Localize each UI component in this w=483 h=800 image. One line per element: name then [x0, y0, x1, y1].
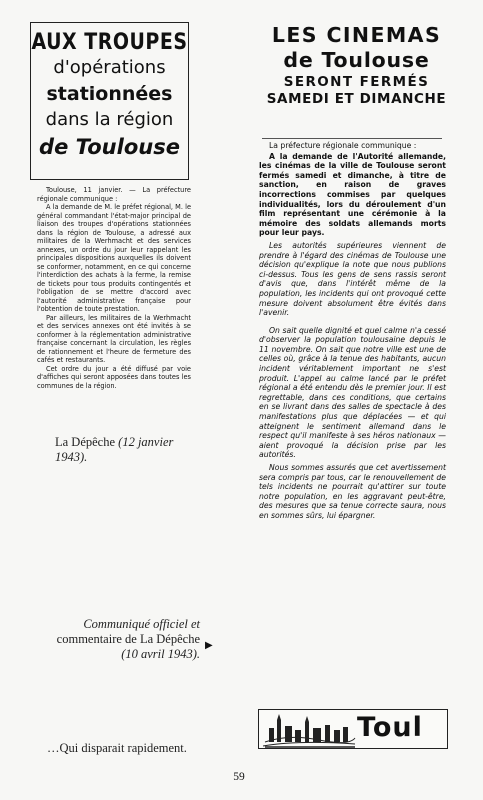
left-headline-line1: AUX TROUPES	[31, 29, 188, 55]
divider	[262, 138, 442, 139]
left-headline-box	[30, 22, 189, 180]
arrow-right-icon: ▶	[205, 640, 213, 651]
caption-communique-line2: commentaire de La Dépêche	[56, 632, 200, 646]
caption-depeche	[55, 435, 205, 465]
caption-bottom: …Qui disparait rapidement.	[47, 741, 187, 755]
right-headline-line1: LES CINEMAS	[271, 23, 442, 47]
right-article-intro: La préfecture régionale communique :	[269, 141, 417, 150]
caption-depeche-date: (12 janvier 1943).	[55, 435, 174, 464]
caption-depeche-source: La Dépêche	[55, 435, 119, 449]
left-headline-line3: stationnées	[46, 83, 173, 105]
right-headline-line2: de Toulouse	[283, 48, 430, 72]
caption-communique	[20, 617, 200, 662]
left-headline-line2: d'opérations	[53, 57, 166, 78]
right-headline-line4: SAMEDI ET DIMANCHE	[266, 91, 447, 107]
caption-communique-line3: (10 avril 1943).	[121, 647, 200, 661]
toulouse-logo-banner	[258, 709, 448, 749]
left-headline-line4: dans la région	[45, 109, 174, 130]
logo-wordmark: Toul	[357, 712, 423, 743]
left-article	[37, 186, 191, 390]
left-article-paragraph: Par ailleurs, les militaires de la Werhmacht et des services annexes ont été invités à se conformer à la réglementation administrative française concernant la circulation, les règles de rationnement et l'heure de fermeture des cafés et restaurants.	[37, 313, 191, 364]
left-article-paragraph: Cet ordre du jour a été diffusé par voie d'affiches qui seront apposées dans toutes les communes de la région.	[37, 364, 191, 390]
right-article-paragraph: Nous sommes assurés que cet avertissement sera compris par tous, car le renouvellement de tels incidents ne pourrait qu'attirer sur toute notre population, en les aggravant peut-être, des mesures que sa tenue correcte saura, nous en sommes sûrs, lui épargner.	[259, 463, 446, 520]
right-headline-line3: SERONT FERMÉS	[283, 74, 430, 90]
right-article	[259, 141, 446, 521]
caption-communique-line1: Communiqué officiel et	[83, 617, 200, 631]
right-article-paragraph: On sait quelle dignité et quel calme n'a cessé d'observer la population toulousaine depuis le 11 novembre. On sait que notre ville est une de celles où, grâce à la tenue des habitants, aucun incident véritablement important ne s'est produit. L'appel au calme lancé par le préfet régional a été entendu dès le premier jour. Il est regrettable, dans ces conditions, que certains en se livrant dans des salles de spectacle à des manifestations plus que déplacées — et qui atteignent le sentiment allemand dans le respect qu'il manifeste à ses héros nationaux — aient provoqué la décision prise par les autorités.	[259, 325, 446, 460]
right-article-paragraph: Les autorités supérieures viennent de prendre à l'égard des cinémas de Toulouse une décision qu'explique la note que nous publions ci-dessus. Tous les gens de sens rassis seront d'avis que, dans l'intérêt même de la population, les incidents qui ont provoqué cette mesure doivent absolument être évités dans l'avenir.	[259, 240, 446, 318]
right-article-lead: A la demande de l'Autorité allemande, les cinémas de la ville de Toulouse seront fermés samedi et dimanche, à titre de sanction, en raison de graves incorrections commises par quelques individualités, lors du déroulement d'un film représentant une cérémonie à la mémoire des soldats allemands morts pour leur pays.	[259, 151, 446, 238]
right-headline	[250, 22, 463, 108]
left-article-dateline: Toulouse, 11 janvier. — La préfecture régionale communique :	[37, 186, 191, 203]
left-headline-line5: de Toulouse	[39, 135, 180, 159]
left-article-paragraph: A la demande de M. le préfet régional, M. le général commandant l'état-major principal de liaison des troupes d'opérations stationnées dans la région de Toulouse, a adressé aux militaires de la Werhmacht et des services annexes, un ordre du jour leur rappelant les principales dispositions auxquelles ils doivent se conformer, notamment, en ce qui concerne l'interdiction des achats à la ferme, la remise de tickets pour tous produits contingentés et l'obligation de se mettre d'accord avec l'autorité administrative française pour l'obtention de toute prestation.	[37, 203, 191, 313]
page-number: 59	[233, 771, 245, 783]
